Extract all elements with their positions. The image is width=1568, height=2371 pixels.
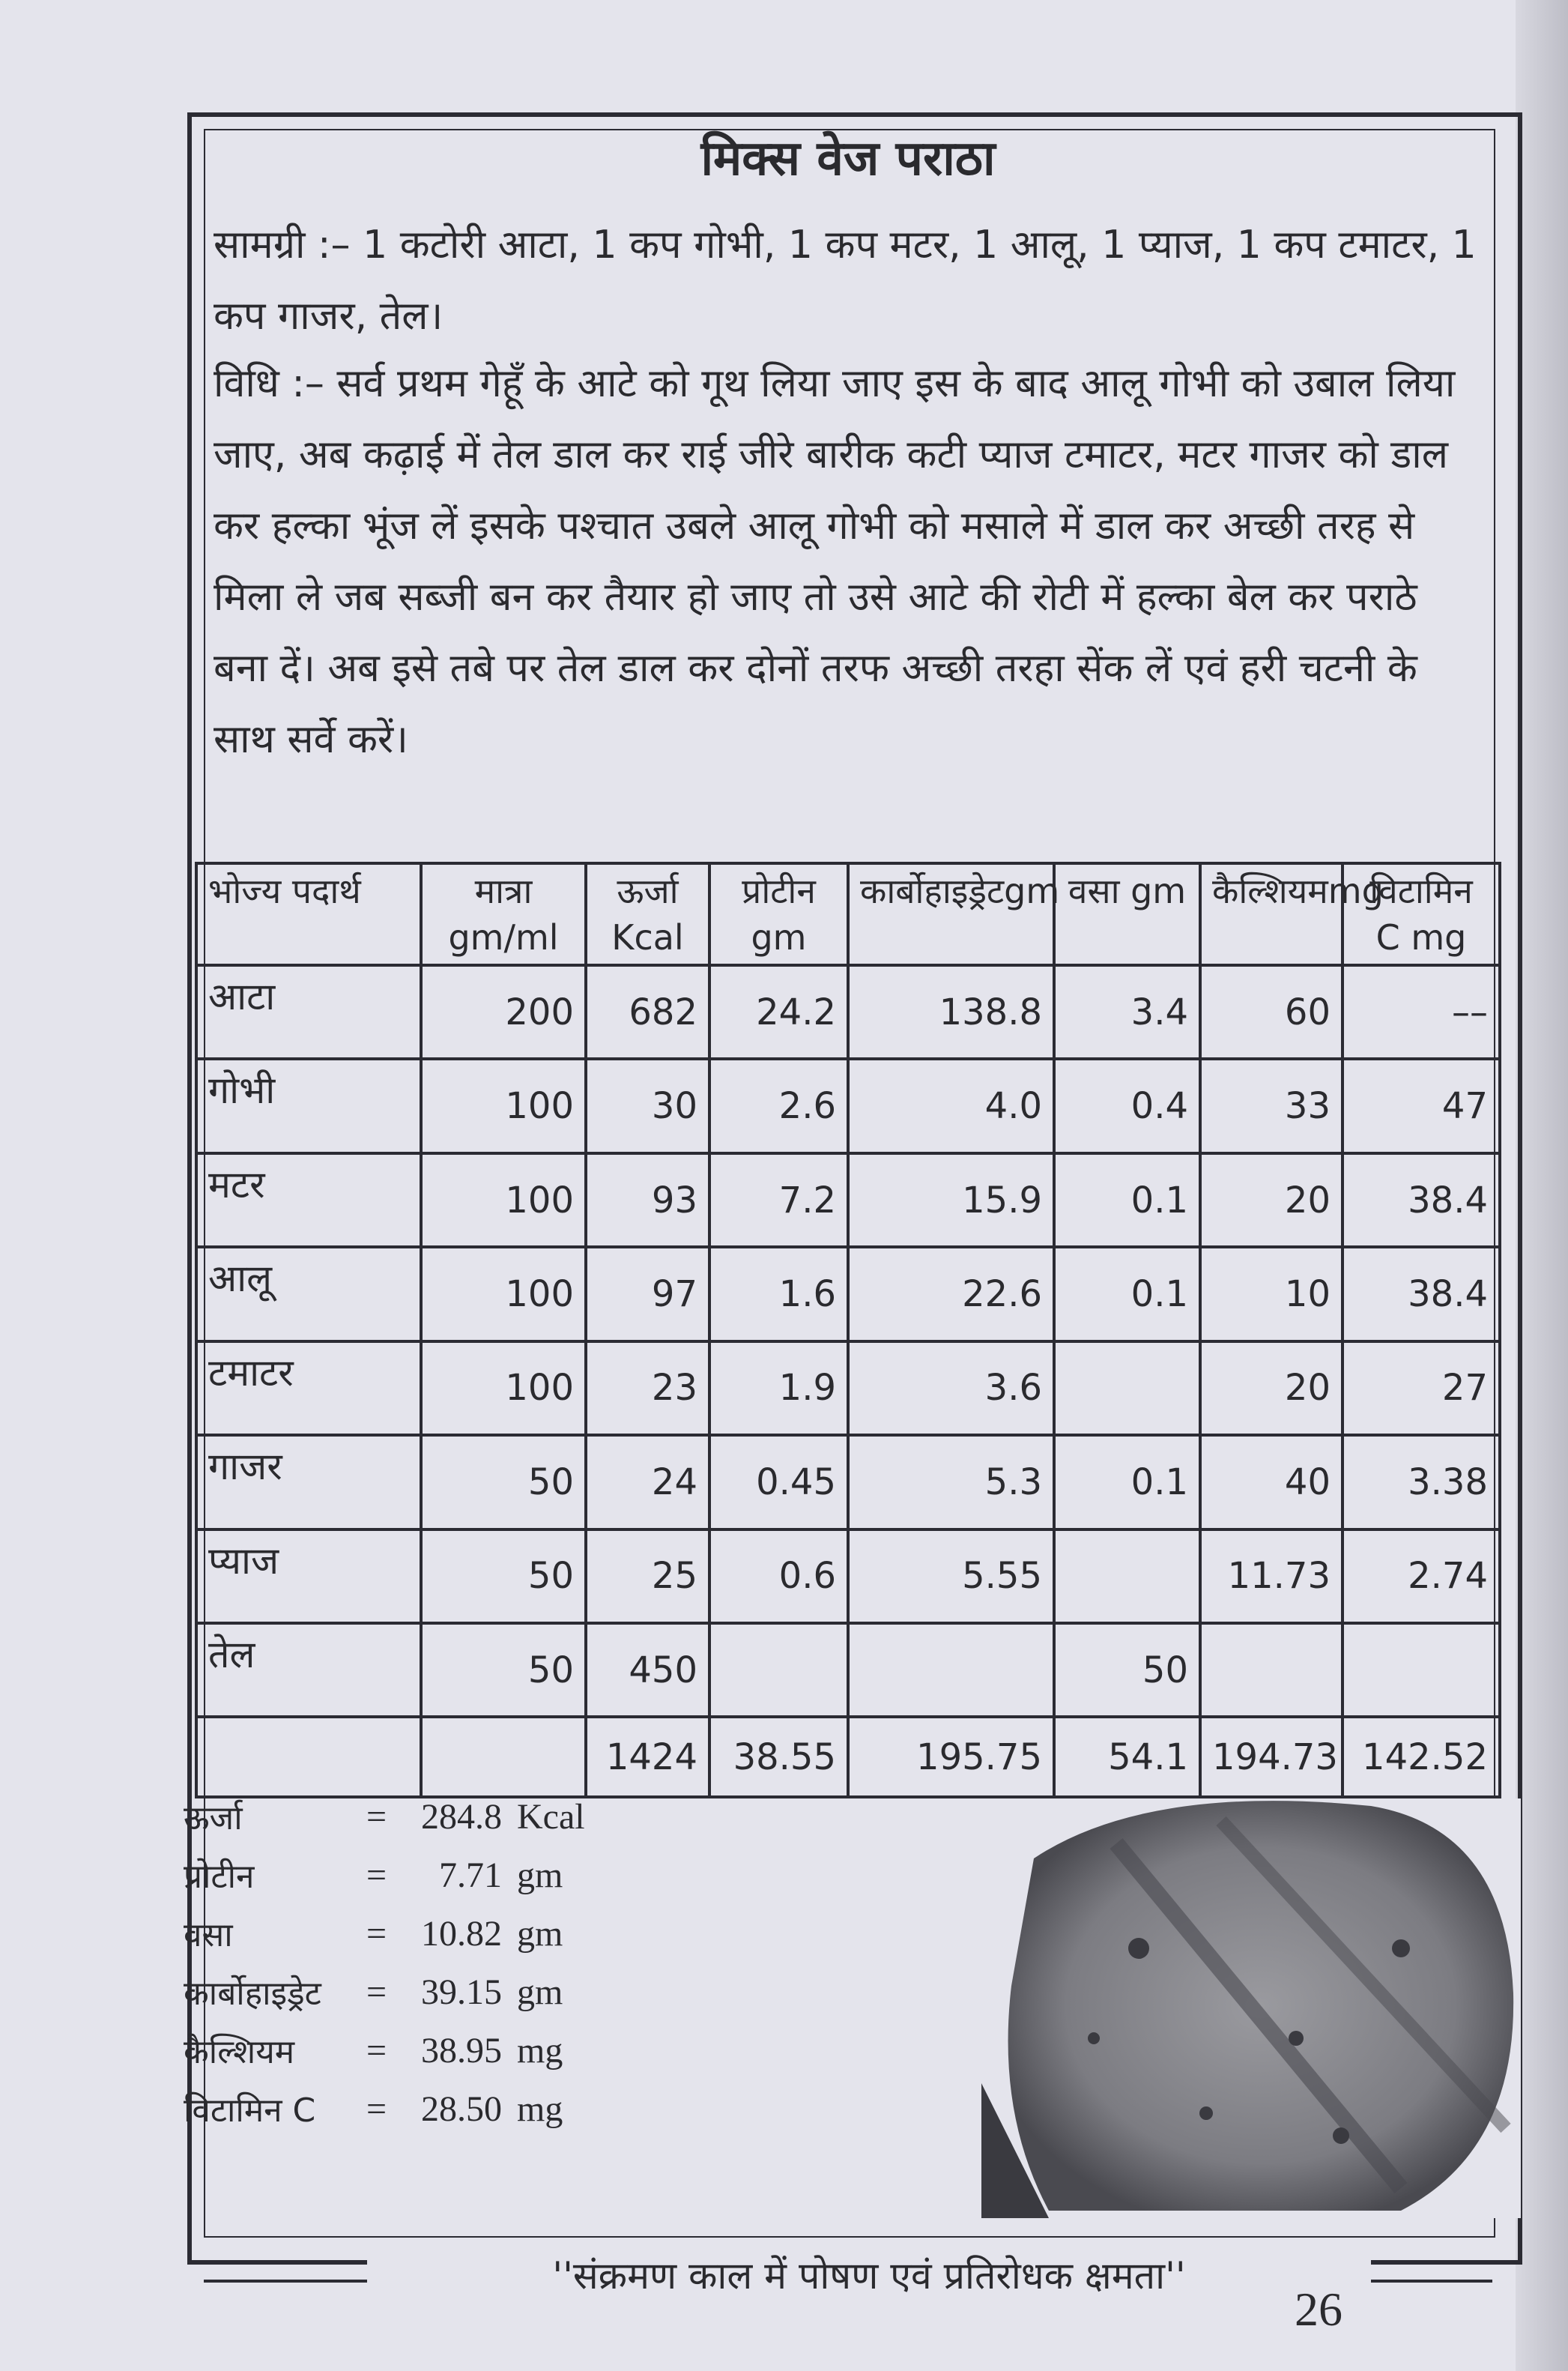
- summary-value: 10.82: [421, 1913, 502, 1954]
- table-cell: 1.9: [709, 1341, 848, 1435]
- equals-sign: =: [366, 1913, 387, 1954]
- table-cell: 50: [421, 1529, 586, 1623]
- page-edge-shadow: [1516, 0, 1568, 2371]
- table-cell: 97: [586, 1247, 709, 1341]
- table-cell: टमाटर: [196, 1341, 421, 1435]
- table-row: [196, 1623, 1500, 1717]
- table-cell: [421, 1717, 586, 1797]
- table-cell: 0.1: [1054, 1153, 1200, 1247]
- summary-unit: gm: [517, 1913, 563, 1954]
- table-cell: 50: [1054, 1623, 1200, 1717]
- table-cell: 0.1: [1054, 1247, 1200, 1341]
- table-row: [196, 1059, 1500, 1153]
- table-row: [196, 965, 1500, 1059]
- table-cell: 23: [586, 1341, 709, 1435]
- summary-row: [184, 1904, 708, 1963]
- table-row: [196, 1529, 1500, 1623]
- footer-caption: ''संक्रमण काल में पोषण एवं प्रतिरोधक क्षमता'': [367, 2241, 1371, 2308]
- table-cell: 50: [421, 1623, 586, 1717]
- table-cell: 4.0: [848, 1059, 1054, 1153]
- summary-label: कैल्शियम: [184, 2033, 295, 2071]
- paratha-photo: [981, 1798, 1521, 2218]
- table-cell: 0.45: [709, 1435, 848, 1529]
- table-cell: 100: [421, 1153, 586, 1247]
- table-total-row: [196, 1717, 1500, 1797]
- table-cell: गोभी: [196, 1059, 421, 1153]
- table-cell: 450: [586, 1623, 709, 1717]
- table-cell: 10: [1200, 1247, 1343, 1341]
- summary-value: 38.95: [421, 2030, 502, 2071]
- table-row: [196, 1153, 1500, 1247]
- summary-label: प्रोटीन: [184, 1858, 255, 1896]
- table-cell: 138.8: [848, 965, 1054, 1059]
- table-cell: 22.6: [848, 1247, 1054, 1341]
- summary-label: विटामिन C: [184, 2091, 316, 2130]
- header-protein: प्रोटीन gm: [709, 863, 848, 965]
- table-cell: 27: [1343, 1341, 1500, 1435]
- header-carbohydrate: कार्बोहाइड्रेटgm: [848, 863, 1054, 965]
- table-cell: 24.2: [709, 965, 848, 1059]
- summary-unit: gm: [517, 1972, 563, 2012]
- table-cell: आलू: [196, 1247, 421, 1341]
- summary-unit: mg: [517, 2088, 563, 2129]
- summary-row: [184, 2079, 708, 2138]
- summary-unit: mg: [517, 2030, 563, 2071]
- table-cell: 0.6: [709, 1529, 848, 1623]
- summary-label: कार्बोहाइड्रेट: [184, 1975, 321, 2013]
- table-cell: 60: [1200, 965, 1343, 1059]
- table-cell: 682: [586, 965, 709, 1059]
- table-cell: 100: [421, 1059, 586, 1153]
- summary-row: [184, 2021, 708, 2079]
- method-text: विधि :– सर्व प्रथम गेहूँ के आटे को गूथ लिया जाए इस के बाद आलू गोभी को उबाल लिया जाए, अब कढ़ाई में तेल डाल कर राई जीरे बारीक कटी प्याज टमाटर, मटर गाजर को डाल कर हल्का भूंज लें इसके पश्चात उबले आलू गोभी को मसाले में डाल कर अच्छी तरह से मिला ले जब सब्जी बन कर तैयार हो जाए तो उसे आटे की रोटी में हल्का बेल कर पराठे बना दें। अब इसे तबे पर तेल डाल कर दोनों तरफ अच्छी तरहा सेंक लें एवं हरी चटनी के साथ सर्वे करें।: [214, 361, 1456, 762]
- table-cell: 0.1: [1054, 1435, 1200, 1529]
- table-cell: तेल: [196, 1623, 421, 1717]
- table-cell: 200: [421, 965, 586, 1059]
- table-cell: 7.2: [709, 1153, 848, 1247]
- table-cell: [1343, 1623, 1500, 1717]
- table-cell: 1424: [586, 1717, 709, 1797]
- summary-value: 7.71: [439, 1855, 502, 1895]
- table-cell: 11.73: [1200, 1529, 1343, 1623]
- table-cell: [1200, 1623, 1343, 1717]
- page-number: 26: [1295, 2283, 1343, 2336]
- recipe-title: मिक्स वेज पराठा: [700, 131, 996, 187]
- header-energy: ऊर्जा Kcal: [586, 863, 709, 965]
- equals-sign: =: [366, 2088, 387, 2129]
- summary-unit: gm: [517, 1855, 563, 1895]
- table-cell: 5.3: [848, 1435, 1054, 1529]
- table-cell: गाजर: [196, 1435, 421, 1529]
- table-cell: 54.1: [1054, 1717, 1200, 1797]
- summary-row: [184, 1963, 708, 2021]
- table-cell: 3.6: [848, 1341, 1054, 1435]
- table-cell: 5.55: [848, 1529, 1054, 1623]
- equals-sign: =: [366, 1796, 387, 1837]
- summary-row: [184, 1787, 708, 1846]
- table-cell: [709, 1623, 848, 1717]
- table-cell: 0.4: [1054, 1059, 1200, 1153]
- summary-label: वसा: [184, 1916, 233, 1954]
- table-cell: 30: [586, 1059, 709, 1153]
- header-food: भोज्य पदार्थ: [196, 863, 421, 965]
- summary-value: 28.50: [421, 2088, 502, 2129]
- per-serving-summary: [184, 1787, 708, 2138]
- table-row: [196, 1247, 1500, 1341]
- table-cell: ––: [1343, 965, 1500, 1059]
- nutrition-table: [195, 862, 1501, 1798]
- summary-row: [184, 1846, 708, 1904]
- summary-value: 284.8: [421, 1796, 502, 1837]
- table-cell: 24: [586, 1435, 709, 1529]
- table-header-row: [196, 863, 1500, 965]
- summary-value: 39.15: [421, 1972, 502, 2012]
- table-cell: [848, 1623, 1054, 1717]
- header-vitamin-c: विटामिन C mg: [1343, 863, 1500, 965]
- table-cell: 3.38: [1343, 1435, 1500, 1529]
- table-row: [196, 1435, 1500, 1529]
- table-cell: 15.9: [848, 1153, 1054, 1247]
- table-cell: आटा: [196, 965, 421, 1059]
- table-cell: प्याज: [196, 1529, 421, 1623]
- table-cell: [1054, 1341, 1200, 1435]
- table-cell: 33: [1200, 1059, 1343, 1153]
- table-cell: 20: [1200, 1153, 1343, 1247]
- table-cell: [196, 1717, 421, 1797]
- table-cell: 100: [421, 1341, 586, 1435]
- table-cell: 194.73: [1200, 1717, 1343, 1797]
- table-cell: 2.6: [709, 1059, 848, 1153]
- table-cell: 93: [586, 1153, 709, 1247]
- table-cell: [1054, 1529, 1200, 1623]
- table-row: [196, 1341, 1500, 1435]
- equals-sign: =: [366, 2030, 387, 2071]
- table-cell: 20: [1200, 1341, 1343, 1435]
- table-cell: 38.4: [1343, 1153, 1500, 1247]
- summary-unit: Kcal: [517, 1796, 585, 1837]
- ingredients-text: सामग्री :– 1 कटोरी आटा, 1 कप गोभी, 1 कप मटर, 1 आलू, 1 प्याज, 1 कप टमाटर, 1 कप गाजर, तेल।: [214, 223, 1477, 339]
- equals-sign: =: [366, 1855, 387, 1895]
- summary-label: ऊर्जा: [184, 1799, 243, 1837]
- header-calcium: कैल्शियमmg: [1200, 863, 1343, 965]
- table-cell: 38.55: [709, 1717, 848, 1797]
- table-cell: 40: [1200, 1435, 1343, 1529]
- table-cell: 25: [586, 1529, 709, 1623]
- table-cell: 50: [421, 1435, 586, 1529]
- table-cell: 47: [1343, 1059, 1500, 1153]
- header-fat: वसा gm: [1054, 863, 1200, 965]
- table-cell: 1.6: [709, 1247, 848, 1341]
- equals-sign: =: [366, 1972, 387, 2012]
- header-quantity: मात्रा gm/ml: [421, 863, 586, 965]
- table-cell: 100: [421, 1247, 586, 1341]
- table-cell: 195.75: [848, 1717, 1054, 1797]
- table-cell: 3.4: [1054, 965, 1200, 1059]
- table-cell: 38.4: [1343, 1247, 1500, 1341]
- table-cell: 142.52: [1343, 1717, 1500, 1797]
- table-cell: मटर: [196, 1153, 421, 1247]
- table-cell: 2.74: [1343, 1529, 1500, 1623]
